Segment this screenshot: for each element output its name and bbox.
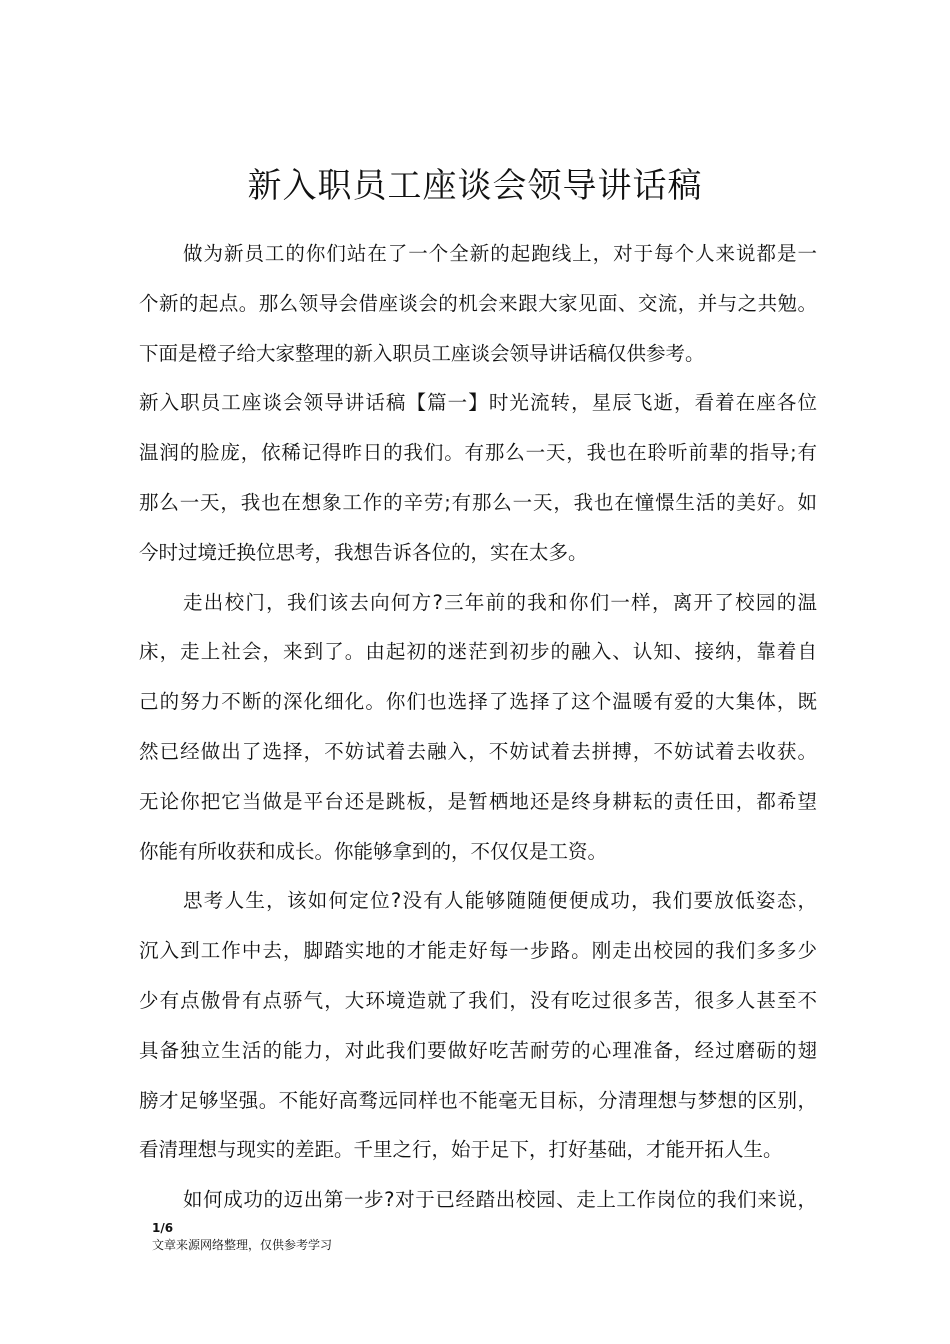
body-line: 今时过境迁换位思考，我想告诉各位的，实在太多。 [139,540,588,564]
body-line: 走出校门，我们该去向何方?三年前的我和你们一样，离开了校园的温 [183,590,817,614]
body-line: 己的努力不断的深化细化。你们也选择了选择了这个温暖有爱的大集体，既 [139,690,817,714]
body-line: 新入职员工座谈会领导讲话稿【篇一】时光流转，星辰飞逝，看着在座各位 [139,391,817,415]
body-line: 少有点傲骨有点骄气，大环境造就了我们，没有吃过很多苦，很多人甚至不 [139,988,817,1012]
document-body [139,229,817,1225]
body-line: 那么一天，我也在想象工作的辛劳;有那么一天，我也在憧憬生活的美好。如 [139,490,817,514]
body-line: 具备独立生活的能力，对此我们要做好吃苦耐劳的心理准备，经过磨砺的翅 [139,1038,817,1062]
body-line: 你能有所收获和成长。你能够拿到的，不仅仅是工资。 [139,839,608,863]
body-line: 床，走上社会，来到了。由起初的迷茫到初步的融入、认知、接纳，靠着自 [139,640,817,664]
body-line: 温润的脸庞，依稀记得昨日的我们。有那么一天，我也在聆听前辈的指导;有 [139,441,817,465]
source-note: 文章来源网络整理，仅供参考学习 [152,1238,333,1252]
body-line: 看清理想与现实的差距。千里之行，始于足下，打好基础，才能开拓人生。 [139,1138,783,1162]
page-number: 1/6 [152,1221,174,1235]
body-line: 然已经做出了选择，不妨试着去融入，不妨试着去拼搏，不妨试着去收获。 [139,739,817,763]
page-footer [152,1220,332,1254]
document-title: 新入职员工座谈会领导讲话稿 [247,165,703,206]
body-line: 膀才足够坚强。不能好高骛远同样也不能毫无目标，分清理想与梦想的区别， [139,1088,817,1112]
body-line: 如何成功的迈出第一步?对于已经踏出校园、走上工作岗位的我们来说， [183,1188,817,1212]
body-line: 个新的起点。那么领导会借座谈会的机会来跟大家见面、交流，并与之共勉。 [139,291,817,315]
body-line: 做为新员工的你们站在了一个全新的起跑线上，对于每个人来说都是一 [183,242,817,265]
body-line: 沉入到工作中去，脚踏实地的才能走好每一步路。刚走出校园的我们多多少 [139,939,817,963]
body-line: 思考人生，该如何定位?没有人能够随随便便成功，我们要放低姿态， [183,889,817,913]
body-line: 无论你把它当做是平台还是跳板，是暂栖地还是终身耕耘的责任田，都希望 [139,789,817,813]
body-line: 下面是橙子给大家整理的新入职员工座谈会领导讲话稿仅供参考。 [139,341,705,365]
